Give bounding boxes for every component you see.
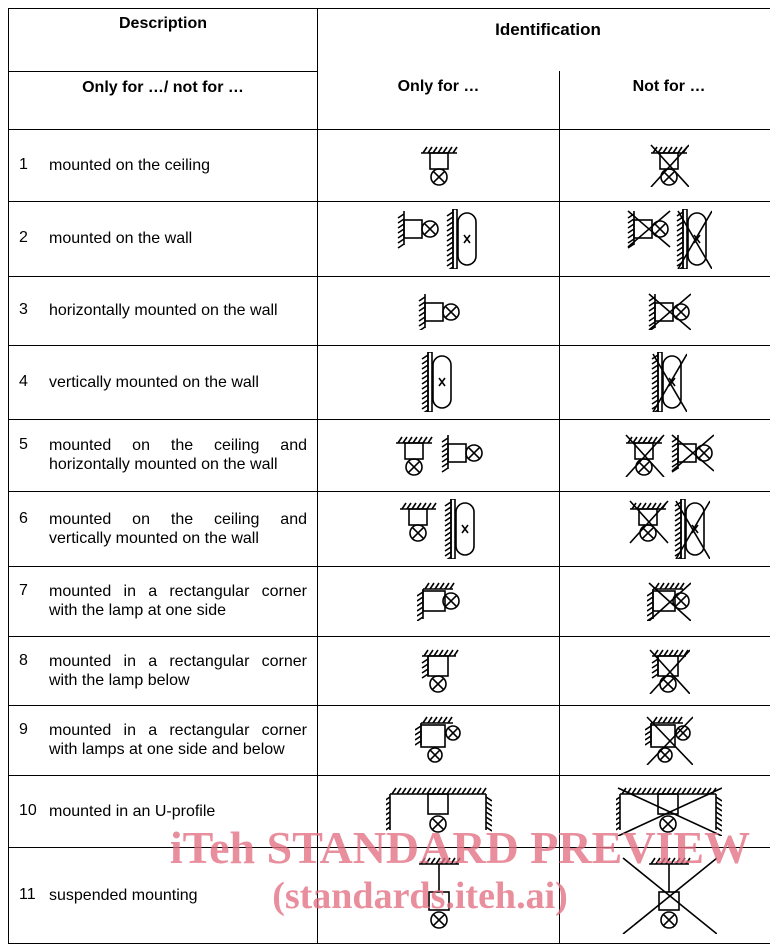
only-for-symbol-cell xyxy=(318,847,560,943)
table-row xyxy=(9,636,770,705)
crossed-mounting-symbol-icon xyxy=(649,143,689,187)
header-only-not-for: Only for …/ not for … xyxy=(9,71,318,129)
header-row-2 xyxy=(9,71,770,129)
only-for-symbol-cell xyxy=(318,345,560,419)
mounting-symbol-icon xyxy=(394,433,484,477)
row-number: 2 xyxy=(19,229,49,247)
description-cell xyxy=(9,566,318,636)
watermark-line-1: iTeh STANDARD PREVIEW xyxy=(140,822,770,874)
description-cell xyxy=(9,201,318,276)
only-for-symbol-cell xyxy=(318,636,560,705)
crossed-mounting-symbol-icon xyxy=(621,856,717,934)
mounting-symbol-icon xyxy=(396,209,482,269)
row-number: 7 xyxy=(19,582,49,600)
not-for-symbol-cell xyxy=(560,491,770,566)
not-for-symbol-cell xyxy=(560,847,770,943)
only-for-symbol-cell xyxy=(318,419,560,491)
row-number: 5 xyxy=(19,436,49,454)
mounting-symbol-icon xyxy=(417,581,461,621)
description-cell xyxy=(9,775,318,847)
row-number: 1 xyxy=(19,156,49,174)
header-only-for: Only for … xyxy=(318,71,560,129)
not-for-symbol-cell xyxy=(560,419,770,491)
not-for-symbol-cell xyxy=(560,201,770,276)
mounting-symbol-icon xyxy=(391,856,487,934)
crossed-mounting-symbol-icon xyxy=(647,581,691,621)
table-row xyxy=(9,129,770,201)
crossed-mounting-symbol-icon xyxy=(626,209,712,269)
row-description: mounted in a rectangular corner with lamps at one side and below xyxy=(49,721,307,759)
table-row xyxy=(9,276,770,345)
row-description: mounted in a rectangular corner with the lamp at one side xyxy=(49,582,307,620)
description-cell xyxy=(9,276,318,345)
table-row xyxy=(9,419,770,491)
description-cell xyxy=(9,345,318,419)
crossed-mounting-symbol-icon xyxy=(647,292,691,330)
mounting-symbol-icon xyxy=(417,292,461,330)
table-row xyxy=(9,847,770,943)
row-number: 9 xyxy=(19,721,49,739)
header-identification: Identification xyxy=(318,9,770,72)
row-number: 4 xyxy=(19,373,49,391)
description-cell xyxy=(9,636,318,705)
row-number: 3 xyxy=(19,301,49,319)
not-for-symbol-cell xyxy=(560,636,770,705)
only-for-symbol-cell xyxy=(318,276,560,345)
header-description: Description xyxy=(9,9,318,72)
table-row xyxy=(9,491,770,566)
only-for-symbol-cell xyxy=(318,705,560,775)
row-description: mounted in an U-profile xyxy=(49,802,307,821)
table-row xyxy=(9,566,770,636)
table-row xyxy=(9,201,770,276)
crossed-mounting-symbol-icon xyxy=(651,352,687,412)
description-cell xyxy=(9,419,318,491)
description-cell xyxy=(9,129,318,201)
table-row xyxy=(9,705,770,775)
table-row xyxy=(9,345,770,419)
mounting-symbol-icon xyxy=(418,648,460,694)
description-cell xyxy=(9,705,318,775)
row-number: 10 xyxy=(19,802,49,820)
row-description: mounted on the ceiling xyxy=(49,156,307,175)
header-row-1 xyxy=(9,9,770,72)
header-not-for: Not for … xyxy=(560,71,770,129)
crossed-mounting-symbol-icon xyxy=(624,433,714,477)
mounting-identification-table xyxy=(8,8,770,944)
row-number: 6 xyxy=(19,510,49,528)
description-cell xyxy=(9,491,318,566)
not-for-symbol-cell xyxy=(560,129,770,201)
description-cell xyxy=(9,847,318,943)
not-for-symbol-cell xyxy=(560,276,770,345)
crossed-mounting-symbol-icon xyxy=(616,786,722,836)
row-description: suspended mounting xyxy=(49,886,307,905)
not-for-symbol-cell xyxy=(560,345,770,419)
mounting-symbol-icon xyxy=(419,143,459,187)
mounting-symbol-icon xyxy=(421,352,457,412)
not-for-symbol-cell xyxy=(560,705,770,775)
only-for-symbol-cell xyxy=(318,491,560,566)
only-for-symbol-cell xyxy=(318,201,560,276)
not-for-symbol-cell xyxy=(560,775,770,847)
row-description: mounted on the ceiling and vertically mounted on the wall xyxy=(49,510,307,548)
crossed-mounting-symbol-icon xyxy=(648,648,690,694)
only-for-symbol-cell xyxy=(318,775,560,847)
crossed-mounting-symbol-icon xyxy=(645,715,693,765)
row-description: horizontally mounted on the wall xyxy=(49,301,307,320)
only-for-symbol-cell xyxy=(318,566,560,636)
mounting-symbol-icon xyxy=(415,715,463,765)
not-for-symbol-cell xyxy=(560,566,770,636)
table-row xyxy=(9,775,770,847)
row-description: mounted on the wall xyxy=(49,229,307,248)
mounting-symbol-icon xyxy=(398,499,480,559)
watermark-line-2: (standards.iteh.ai) xyxy=(60,874,770,918)
row-number: 8 xyxy=(19,652,49,670)
crossed-mounting-symbol-icon xyxy=(628,499,710,559)
row-number: 11 xyxy=(19,886,49,904)
mounting-symbol-icon xyxy=(386,786,492,836)
row-description: vertically mounted on the wall xyxy=(49,373,307,392)
row-description: mounted on the ceiling and horizontally mounted on the wall xyxy=(49,436,307,474)
row-description: mounted in a rectangular corner with the lamp below xyxy=(49,652,307,690)
only-for-symbol-cell xyxy=(318,129,560,201)
